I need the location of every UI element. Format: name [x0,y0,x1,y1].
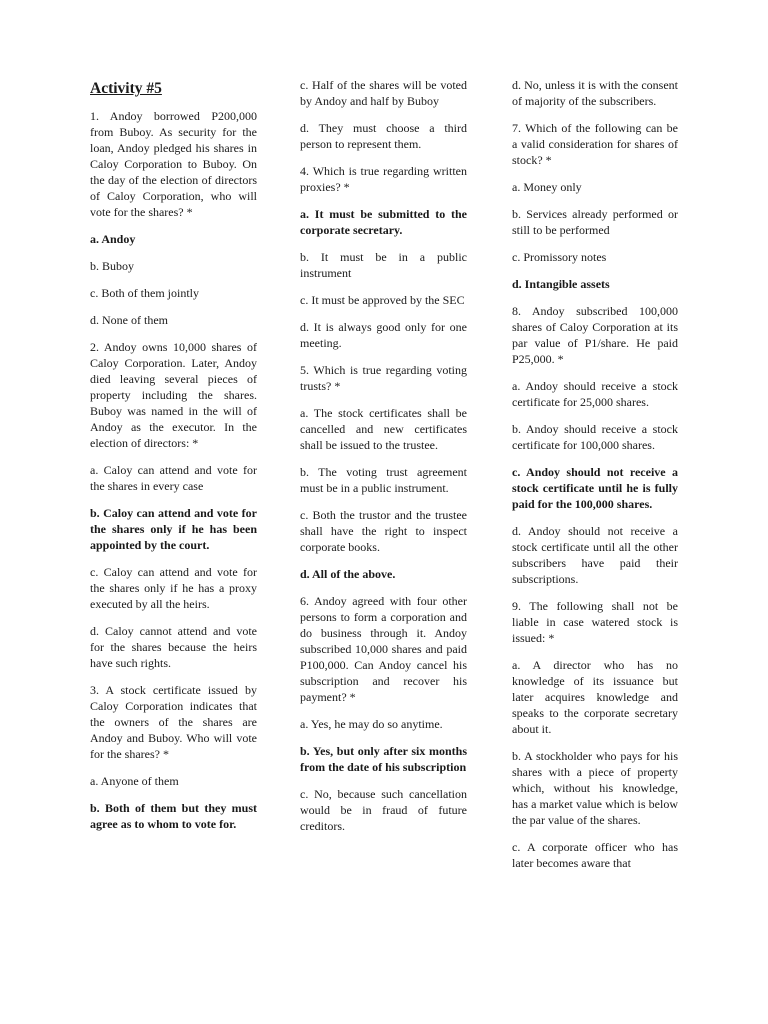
question-text: 5. Which is true regarding voting trusts? * [300,363,467,393]
answer-option: a. Anyone of them [90,774,179,788]
answer-option: a. Andoy should receive a stock certificate for 25,000 shares. [512,379,678,409]
answer-option: b. A stockholder who pays for his shares with a piece of property which, without his knowledge, has a market value which is below the par value of the shares. [512,749,678,827]
answer-option: a. It must be submitted to the corporate secretary. [300,207,467,237]
answer-option: d. Andoy should not receive a stock certificate until all the other subscribers have paid their subscriptions. [512,524,678,586]
question-text: 9. The following shall not be liable in case watered stock is issued: * [512,599,678,645]
question-text: 4. Which is true regarding written proxies? * [300,164,467,194]
page-title: Activity #5 [90,80,162,97]
answer-option: c. Caloy can attend and vote for the shares only if he has a proxy executed by all the heirs. [90,565,257,611]
question-text: 7. Which of the following can be a valid consideration for shares of stock? * [512,121,678,167]
answer-option: b. Andoy should receive a stock certificate for 100,000 shares. [512,422,678,452]
answer-option: c. No, because such cancellation would be in fraud of future creditors. [300,787,467,833]
answer-option: c. A corporate officer who has later becomes aware that [512,840,678,870]
answer-option: b. Both of them but they must agree as to whom to vote for. [90,801,257,831]
column-left [90,79,257,843]
answer-option: d. No, unless it is with the consent of majority of the subscribers. [512,78,678,108]
answer-option: c. Both of them jointly [90,286,199,300]
answer-option: c. It must be approved by the SEC [300,293,465,307]
answer-option: b. Yes, but only after six months from the date of his subscription [300,744,467,774]
answer-option: a. A director who has no knowledge of its issuance but later acquires knowledge and speaks to the corporate secretary about it. [512,658,678,736]
answer-option: a. The stock certificates shall be cancelled and new certificates shall be issued to the trustee. [300,406,467,452]
column-right [512,77,678,882]
answer-option: b. Caloy can attend and vote for the shares only if he has been appointed by the court. [90,506,257,552]
question-text: 6. Andoy agreed with four other persons to form a corporation and do business through it. Andoy subscribed 10,000 shares and paid P100,000. Can Andoy cancel his subscription and recover his payment? * [300,594,467,704]
answer-option: b. It must be in a public instrument [300,250,467,280]
question-text: 2. Andoy owns 10,000 shares of Caloy Corporation. Later, Andoy died leaving several pieces of property including the shares. Buboy was named in the will of Andoy as the executor. In the election of directors: * [90,340,257,450]
answer-option: a. Andoy [90,232,136,246]
question-text: 3. A stock certificate issued by Caloy Corporation indicates that the owners of the shares are Andoy and Buboy. Who will vote for the shares? * [90,683,257,761]
answer-option: d. They must choose a third person to represent them. [300,121,467,151]
answer-option: d. It is always good only for one meeting. [300,320,467,350]
answer-option: b. Buboy [90,259,135,273]
answer-option: d. Caloy cannot attend and vote for the shares because the heirs have such rights. [90,624,257,670]
answer-option: c. Andoy should not receive a stock certificate until he is fully paid for the 100,000 shares. [512,465,678,511]
answer-option: d. All of the above. [300,567,396,581]
answer-option: d. Intangible assets [512,277,610,291]
question-text: 8. Andoy subscribed 100,000 shares of Caloy Corporation at its par value of P1/share. He paid P25,000. * [512,304,678,366]
answer-option: c. Half of the shares will be voted by Andoy and half by Buboy [300,78,467,108]
column-middle [300,77,467,845]
question-text: 1. Andoy borrowed P200,000 from Buboy. As security for the loan, Andoy pledged his shares in Caloy Corporation to Buboy. On the day of the election of directors of Caloy Corporation, who will vote for the shares? * [90,109,257,219]
answer-option: a. Money only [512,180,582,194]
answer-option: a. Caloy can attend and vote for the shares in every case [90,463,257,493]
answer-option: c. Both the trustor and the trustee shall have the right to inspect corporate books. [300,508,467,554]
answer-option: b. The voting trust agreement must be in a public instrument. [300,465,467,495]
answer-option: a. Yes, he may do so anytime. [300,717,443,731]
answer-option: d. None of them [90,313,168,327]
answer-option: b. Services already performed or still to be performed [512,207,678,237]
answer-option: c. Promissory notes [512,250,607,264]
